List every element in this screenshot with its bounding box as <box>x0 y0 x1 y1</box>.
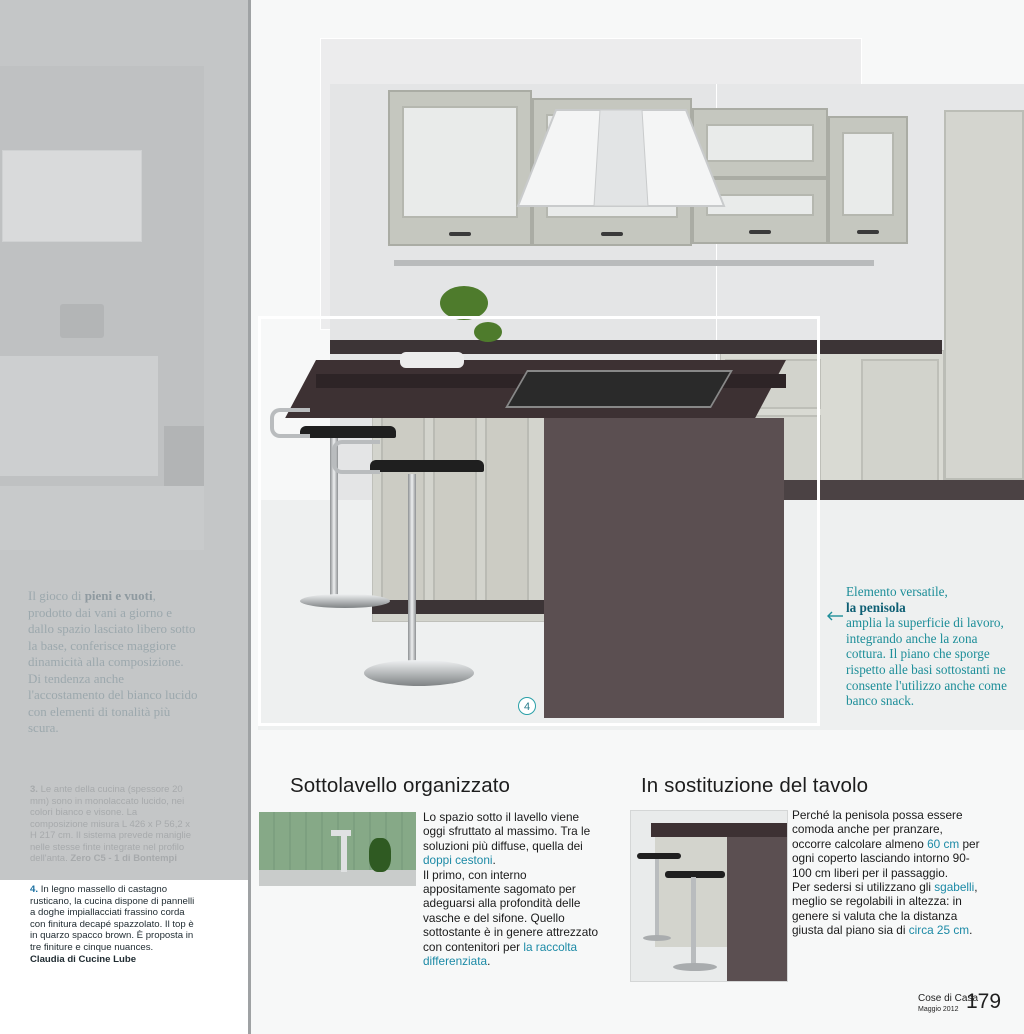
arrow-left-icon <box>826 611 844 621</box>
left-page-kitchen-photo <box>0 66 204 550</box>
peninsula-callout: Elemento versatile, la penisola amplia la superficie di lavoro, integrando anche la zona cottura. Il piano che sporge rispetto alle basi sottostanti ne consente l'utilizzo anche come banco snack. <box>846 584 1007 709</box>
folio: Cose di Casa Maggio 2012 <box>918 993 979 1013</box>
range-hood <box>516 108 726 208</box>
left-page <box>0 0 248 1034</box>
herb-plant <box>440 286 488 320</box>
tall-cabinet <box>944 110 1024 480</box>
photo-number: 4 <box>518 697 536 715</box>
wall-cabinet <box>388 90 532 246</box>
section-body-tavolo: Perché la penisola possa essere comoda anche per pranzare, occorre calcolare almeno 60 cm per ogni coperto lasciando intorno 90-100 cm liberi per il passaggio. Per sedersi si utilizzano gli sgabelli, meglio se regolabili in altezza: in genere si valuta che la distanza giusta dal piano sia di circa 25 cm. <box>792 808 980 938</box>
utensil-rail <box>394 260 874 266</box>
left-page-quote: Il gioco di pieni e vuoti, prodotto dai vani a giorno e dallo spazio lasciato libero sotto la base, conferisce maggiore dinamicità alla composizione. Di tendenza anche l'accostamento del bianco lucido con elementi di tonalità più scura. <box>28 588 198 735</box>
section-title-tavolo: In sostituzione del tavolo <box>641 774 869 797</box>
caption-4: 4. In legno massello di castagno rusticano, la cucina dispone di pannelli a doghe impiallacciati frassino corda con finitura decapé spazzolato. Il top è in quarzo spacco brown. È proposta in tre finiture e cinque nuances. Claudia di Cucine Lube <box>0 880 248 1034</box>
wall-cabinet <box>828 116 908 244</box>
caption-3: 3. Le ante della cucina (spessore 20 mm) sono in monolaccato lucido, nei colori bianco e visone. La composizione misura L 426 x P 56,2 x H 217 cm. Il sistema prevede maniglie nelle stesse finte integrate nel profilo dell'anta. Zero C5 - 1 di Bontempi <box>30 784 192 864</box>
photo-highlight-frame <box>258 316 820 726</box>
sink-photo <box>259 812 416 886</box>
page-number: 179 <box>966 990 1002 1013</box>
section-body-sottolavello: Lo spazio sotto il lavello viene oggi sfruttato al massimo. Tra le soluzioni più diffuse, quella dei doppi cestoni. Il primo, con interno appositamente sagomato per adeguarsi alla profondità delle vasche e del sifone. Quello sottostante è in genere attrezzato con contenitori per la raccolta differenziata. <box>423 810 599 969</box>
peninsula-photo <box>630 810 788 982</box>
section-title-sottolavello: Sottolavello organizzato <box>290 774 511 797</box>
